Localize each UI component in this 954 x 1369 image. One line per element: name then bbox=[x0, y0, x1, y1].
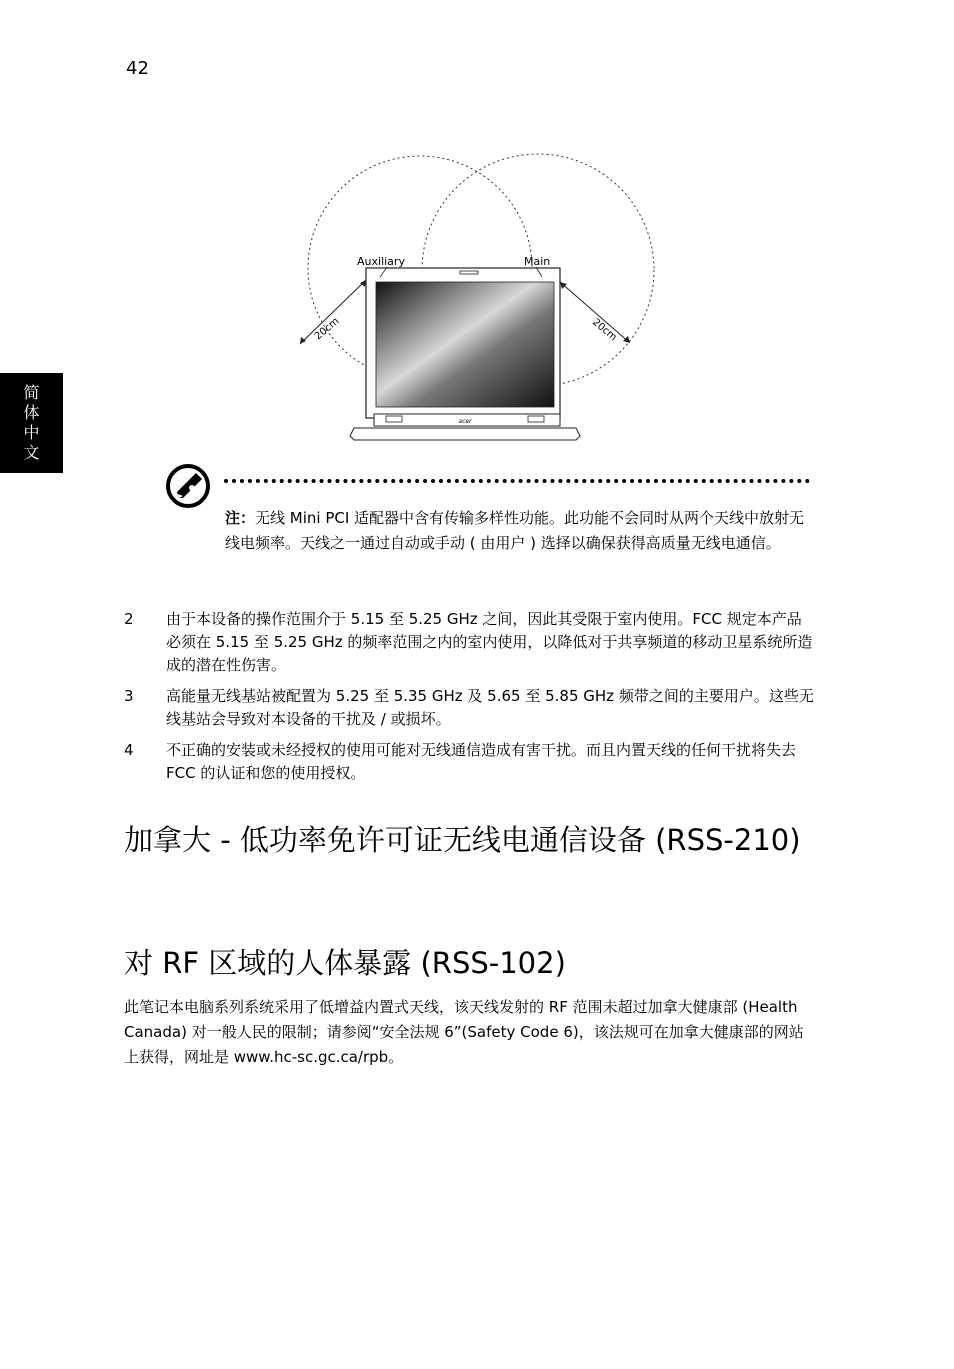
list-item bbox=[124, 685, 814, 731]
rf-exposure-paragraph: 此笔记本电脑系列系统采用了低增益内置式天线，该天线发射的 RF 范围未超过加拿大健康部 (Health Canada) 对一般人民的限制；请参阅“安全法规 6”(Safety Code 6)，该法规可在加拿大健康部的网站上获得，网址是 www.hc-sc.gc.ca/rpb。 bbox=[124, 998, 804, 1066]
page-number: 42 bbox=[126, 58, 149, 79]
side-tab-char: 体 bbox=[23, 403, 40, 422]
laptop-base bbox=[350, 428, 580, 440]
list-number: 2 bbox=[124, 610, 134, 628]
acer-logo: acer bbox=[458, 418, 472, 425]
side-tab-char: 简 bbox=[23, 383, 40, 402]
auxiliary-label: Auxiliary bbox=[357, 255, 405, 268]
numbered-list bbox=[124, 608, 814, 793]
distance-label-left: 20cm bbox=[312, 315, 342, 343]
laptop-screen bbox=[376, 282, 554, 407]
main-label: Main bbox=[524, 255, 551, 268]
distance-arrow-left bbox=[300, 280, 366, 344]
list-number: 3 bbox=[124, 687, 134, 705]
note-pen-icon bbox=[165, 462, 213, 510]
language-side-tab bbox=[0, 373, 63, 473]
note-block bbox=[225, 506, 810, 556]
distance-arrow-right bbox=[560, 282, 630, 343]
heading-canada-rss210: 加拿大 - 低功率免许可证无线电通信设备 (RSS-210) bbox=[124, 823, 801, 857]
note-label: 注： bbox=[225, 509, 256, 527]
note-divider bbox=[224, 479, 810, 483]
list-text: 由于本设备的操作范围介于 5.15 至 5.25 GHz 之间，因此其受限于室内使用。FCC 规定本产品必须在 5.15 至 5.25 GHz 的频率范围之内的室内使用，以降低对于共享频道的移动卫星系统所造成的潜在性伤害。 bbox=[166, 610, 813, 674]
heading-rf-exposure: 对 RF 区域的人体暴露 (RSS-102) bbox=[124, 946, 566, 980]
list-number: 4 bbox=[124, 741, 134, 759]
antenna-diagram bbox=[270, 150, 670, 450]
list-item bbox=[124, 739, 814, 785]
distance-label-right: 20cm bbox=[590, 316, 619, 344]
side-tab-char: 中 bbox=[23, 423, 40, 442]
list-item bbox=[124, 608, 814, 677]
list-text: 不正确的安装或未经授权的使用可能对无线通信造成有害干扰。而且内置天线的任何干扰将失去 FCC 的认证和您的使用授权。 bbox=[166, 741, 797, 782]
side-tab-char: 文 bbox=[23, 443, 40, 462]
note-body: 无线 Mini PCI 适配器中含有传输多样性功能。此功能不会同时从两个天线中放射无线电频率。天线之一通过自动或手动 ( 由用户 ) 选择以确保获得高质量无线电通信。 bbox=[225, 509, 805, 552]
list-text: 高能量无线基站被配置为 5.25 至 5.35 GHz 及 5.65 至 5.85 GHz 频带之间的主要用户。这些无线基站会导致对本设备的干扰及 / 或损坏。 bbox=[166, 687, 814, 728]
